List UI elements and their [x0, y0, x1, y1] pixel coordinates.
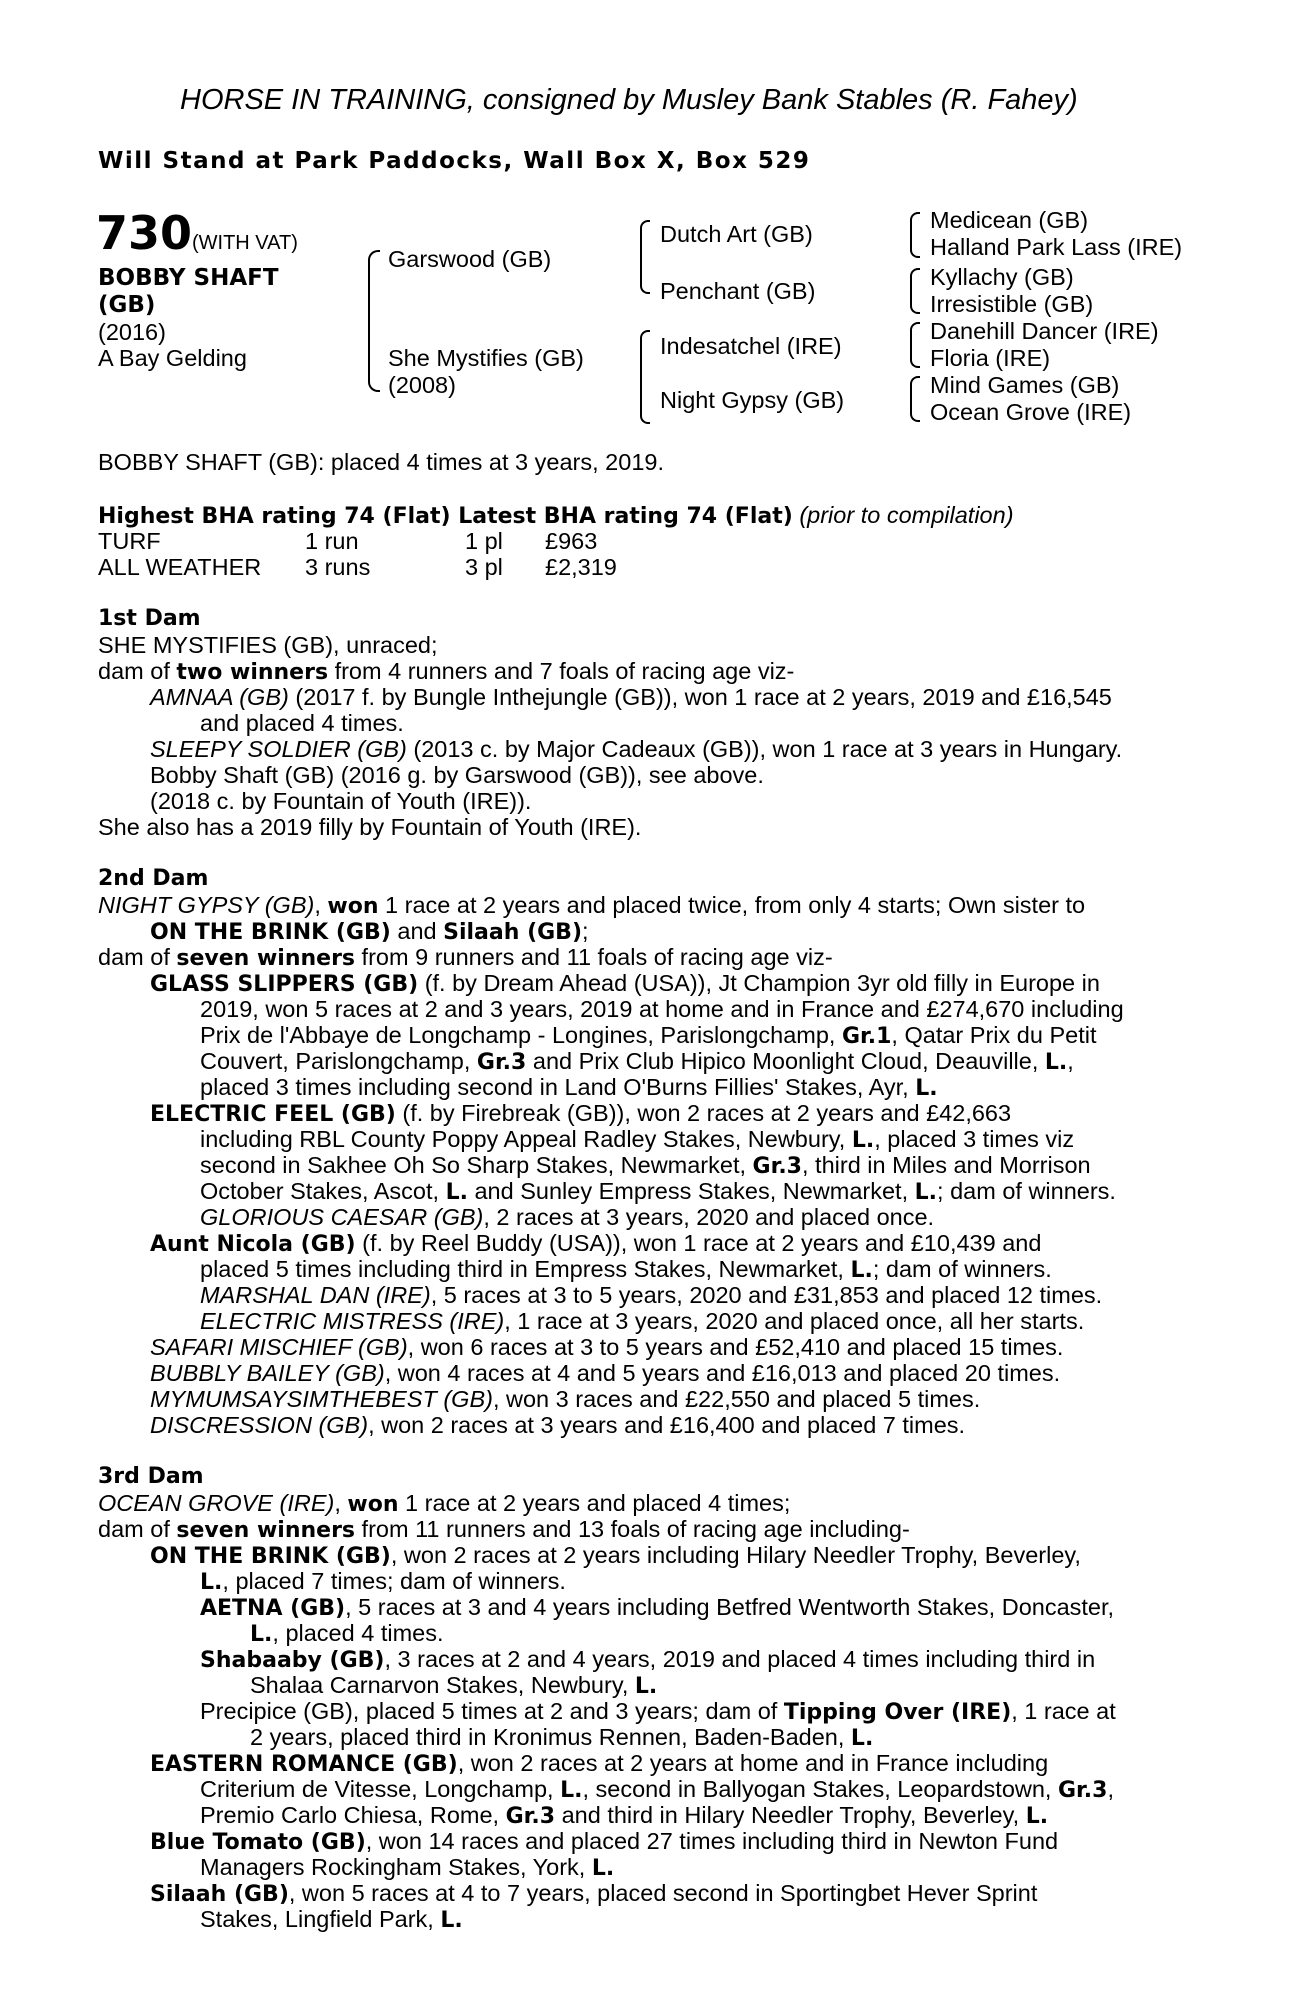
aetna-line2: L., placed 4 times.	[250, 1620, 444, 1647]
on-the-brink-entry: ON THE BRINK (GB), won 2 races at 2 years including Hilary Needler Trophy, Beverley,	[150, 1542, 1081, 1569]
pedigree-gg3: Kyllachy (GB)	[930, 264, 1074, 290]
bha-rating: Highest BHA rating 74 (Flat) Latest BHA rating 74 (Flat) (prior to compilation)	[98, 502, 1014, 529]
precipice-entry: Precipice (GB), placed 5 times at 2 and 3 years; dam of Tipping Over (IRE), 1 race at	[200, 1698, 1116, 1725]
gg-bracket-4	[910, 376, 920, 422]
offspring-2019-filly: She also has a 2019 filly by Fountain of Youth (IRE).	[98, 814, 642, 840]
pedigree-gg7: Mind Games (GB)	[930, 372, 1120, 398]
eastern-romance-line3: Premio Carlo Chiesa, Rome, Gr.3 and third in Hilary Needler Trophy, Beverley, L.	[200, 1802, 1049, 1829]
pedigree-g1: Dutch Art (GB)	[660, 221, 813, 247]
horse-name: BOBBY SHAFT	[98, 265, 279, 291]
electric-feel-line4: October Stakes, Ascot, L. and Sunley Empress Stakes, Newmarket, L.; dam of winners.	[200, 1178, 1116, 1205]
stand-location: Will Stand at Park Paddocks, Wall Box X, Box 529	[98, 148, 811, 174]
glass-slippers-line3: Prix de l'Abbaye de Longchamp - Longines, Parislongchamp, Gr.1, Qatar Prix du Petit	[200, 1022, 1097, 1049]
offspring-bobby-shaft: Bobby Shaft (GB) (2016 g. by Garswood (GB)), see above.	[150, 762, 764, 788]
race-summary: BOBBY SHAFT (GB): placed 4 times at 3 years, 2019.	[98, 449, 664, 475]
pedigree-gg4: Irresistible (GB)	[930, 291, 1094, 317]
blue-tomato-line2: Managers Rockingham Stakes, York, L.	[200, 1854, 615, 1881]
aetna-entry: AETNA (GB), 5 races at 3 and 4 years including Betfred Wentworth Stakes, Doncaster,	[200, 1594, 1115, 1621]
foaling-year: (2016)	[98, 319, 166, 345]
sire-parents-bracket	[640, 220, 650, 294]
second-dam-title: 2nd Dam	[98, 866, 209, 891]
pedigree-gg2: Halland Park Lass (IRE)	[930, 234, 1183, 260]
third-dam-produce: dam of seven winners from 11 runners and 13 foals of racing age including-	[98, 1516, 910, 1543]
electric-feel-entry: ELECTRIC FEEL (GB) (f. by Firebreak (GB)), won 2 races at 2 years and £42,663	[150, 1100, 1012, 1127]
precipice-line2: 2 years, placed third in Kronimus Rennen, Baden-Baden, L.	[250, 1724, 874, 1751]
horse-country: (GB)	[98, 292, 156, 318]
second-dam-line: NIGHT GYPSY (GB), won 1 race at 2 years and placed twice, from only 4 starts; Own sister to	[98, 892, 1086, 919]
glorious-caesar-entry: GLORIOUS CAESAR (GB), 2 races at 3 years, 2020 and placed once.	[200, 1204, 935, 1230]
shabaaby-line2: Shalaa Carnarvon Stakes, Newbury, L.	[250, 1672, 658, 1699]
marshal-dan-entry: MARSHAL DAN (IRE), 5 races at 3 to 5 years, 2020 and £31,853 and placed 12 times.	[200, 1282, 1103, 1308]
glass-slippers-entry: GLASS SLIPPERS (GB) (f. by Dream Ahead (USA)), Jt Champion 3yr old filly in Europe in	[150, 970, 1100, 997]
offspring-amnaa: AMNAA (GB) (2017 f. by Bungle Inthejungle (GB)), won 1 race at 2 years, 2019 and £16,545	[150, 684, 1112, 710]
pedigree-dam: She Mystifies (GB)	[388, 345, 584, 371]
pedigree-g2: Penchant (GB)	[660, 278, 816, 304]
pedigree-gg8: Ocean Grove (IRE)	[930, 399, 1132, 425]
glass-slippers-line4: Couvert, Parislongchamp, Gr.3 and Prix Club Hipico Moonlight Cloud, Deauville, L.,	[200, 1048, 1074, 1075]
shabaaby-entry: Shabaaby (GB), 3 races at 2 and 4 years, 2019 and placed 4 times including third in	[200, 1646, 1096, 1673]
pedigree-sire: Garswood (GB)	[388, 246, 552, 272]
second-dam-produce: dam of seven winners from 9 runners and 11 foals of racing age viz-	[98, 944, 833, 971]
first-dam-title: 1st Dam	[98, 606, 201, 631]
first-dam-line: SHE MYSTIFIES (GB), unraced;	[98, 632, 438, 658]
safari-mischief-entry: SAFARI MISCHIEF (GB), won 6 races at 3 to 5 years and £52,410 and placed 15 times.	[150, 1334, 1064, 1360]
pedigree-gg5: Danehill Dancer (IRE)	[930, 318, 1159, 344]
page-heading: HORSE IN TRAINING, consigned by Musley Bank Stables (R. Fahey)	[180, 84, 1078, 116]
discression-entry: DISCRESSION (GB), won 2 races at 3 years and £16,400 and placed 7 times.	[150, 1412, 966, 1438]
lot-number: 730	[96, 206, 193, 260]
pedigree-dam-year: (2008)	[388, 372, 456, 398]
record-turf: TURF 1 run 1 pl £963	[98, 528, 598, 554]
pedigree-g3: Indesatchel (IRE)	[660, 333, 842, 359]
gg-bracket-2	[910, 268, 920, 314]
horse-description: A Bay Gelding	[98, 345, 247, 371]
first-dam-produce: dam of two winners from 4 runners and 7 foals of racing age viz-	[98, 658, 795, 685]
silaah-line2: Stakes, Lingfield Park, L.	[200, 1906, 463, 1933]
record-all-weather: ALL WEATHER 3 runs 3 pl £2,319	[98, 554, 617, 580]
offspring-2018-colt: (2018 c. by Fountain of Youth (IRE)).	[150, 788, 532, 814]
gg-bracket-3	[910, 322, 920, 368]
aunt-nicola-entry: Aunt Nicola (GB) (f. by Reel Buddy (USA)), won 1 race at 2 years and £10,439 and	[150, 1230, 1042, 1257]
on-the-brink-line2: L., placed 7 times; dam of winners.	[200, 1568, 566, 1595]
mymumsaysimthebest-entry: MYMUMSAYSIMTHEBEST (GB), won 3 races and £22,550 and placed 5 times.	[150, 1386, 981, 1412]
eastern-romance-entry: EASTERN ROMANCE (GB), won 2 races at 2 years at home and in France including	[150, 1750, 1049, 1777]
electric-mistress-entry: ELECTRIC MISTRESS (IRE), 1 race at 3 years, 2020 and placed once, all her starts.	[200, 1308, 1085, 1334]
electric-feel-line2: including RBL County Poppy Appeal Radley Stakes, Newbury, L., placed 3 times viz	[200, 1126, 1075, 1153]
sire-dam-bracket	[368, 250, 380, 392]
dam-parents-bracket	[640, 330, 650, 424]
eastern-romance-line2: Criterium de Vitesse, Longchamp, L., second in Ballyogan Stakes, Leopardstown, Gr.3,	[200, 1776, 1114, 1803]
aunt-nicola-line2: placed 5 times including third in Empress Stakes, Newmarket, L.; dam of winners.	[200, 1256, 1052, 1283]
pedigree-gg1: Medicean (GB)	[930, 207, 1089, 233]
offspring-amnaa-cont: and placed 4 times.	[200, 710, 404, 736]
electric-feel-line3: second in Sakhee Oh So Sharp Stakes, Newmarket, Gr.3, third in Miles and Morrison	[200, 1152, 1091, 1179]
silaah-entry: Silaah (GB), won 5 races at 4 to 7 years, placed second in Sportingbet Hever Sprint	[150, 1880, 1038, 1907]
gg-bracket-1	[910, 212, 920, 258]
pedigree-g4: Night Gypsy (GB)	[660, 387, 845, 413]
blue-tomato-entry: Blue Tomato (GB), won 14 races and placed 27 times including third in Newton Fund	[150, 1828, 1059, 1855]
glass-slippers-line2: 2019, won 5 races at 2 and 3 years, 2019 at home and in France and £274,670 including	[200, 996, 1124, 1022]
glass-slippers-line5: placed 3 times including second in Land O'Burns Fillies' Stakes, Ayr, L.	[200, 1074, 938, 1101]
third-dam-line: OCEAN GROVE (IRE), won 1 race at 2 years and placed 4 times;	[98, 1490, 791, 1517]
vat-label: (WITH VAT)	[192, 232, 298, 254]
pedigree-gg6: Floria (IRE)	[930, 345, 1051, 371]
offspring-sleepy-soldier: SLEEPY SOLDIER (GB) (2013 c. by Major Cadeaux (GB)), won 1 race at 3 years in Hungary.	[150, 736, 1123, 762]
bubbly-bailey-entry: BUBBLY BAILEY (GB), won 4 races at 4 and 5 years and £16,013 and placed 20 times.	[150, 1360, 1061, 1386]
second-dam-siblings: ON THE BRINK (GB) and Silaah (GB);	[150, 918, 589, 945]
third-dam-title: 3rd Dam	[98, 1464, 204, 1489]
